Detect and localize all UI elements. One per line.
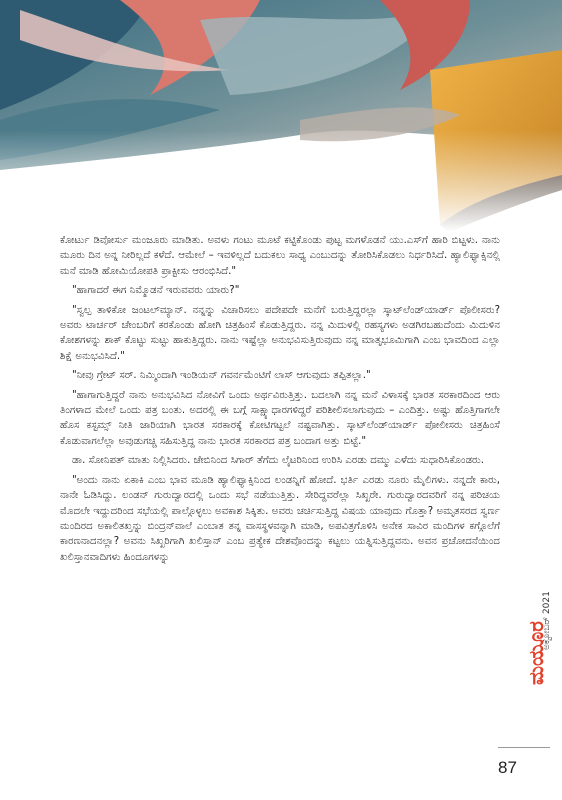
header-illustration xyxy=(0,0,562,232)
paragraph: ಡಾ. ಸೋನಿಪತ್ ಮಾತು ನಿಲ್ಲಿಸಿದರು. ಜೇಬಿನಿಂದ ಸಿಗಾರ್ ತೆಗೆದು ಲೈಟರಿನಿಂದ ಉರಿಸಿ ಎರಡು ದಮ್ಮು ಎಳೆದು ಸುಧಾರಿಸಿಕೊಂಡರು. xyxy=(72,455,484,467)
paragraph: "ಹಾಗಾದರೆ ಈಗ ನಿಮ್ಮೊಡನೆ ಇರುವವರು ಯಾರು?" xyxy=(72,285,240,297)
magazine-name: ಮಯೂರ xyxy=(524,621,548,685)
paragraph: "ನೀವು ಗ್ರೇಟ್ ಸರ್. ನಿಮ್ಮಿಂದಾಗಿ ಇಂಡಿಯನ್ ಗವರ್ನಮೆಂಟಿಗೆ ಲಾಸ್ ಆಗುವುದು ತಪ್ಪಿತಲ್ಲಾ." xyxy=(72,370,371,382)
paragraph: "ಅಂದು ನಾನು ಏಕಾಕಿ ಎಂಬ ಭಾವ ಮೂಡಿ ಹ್ಯಾಲಿಫ್ಯಾಕ್ಸಿನಿಂದ ಲಂಡನ್ನಿಗೆ ಹೋದೆ. ಭರ್ತಿ ಎರಡು ನೂರು ಮೈಲಿಗಳು. ನನ್ನದೇ ಕಾರು, ನಾನೇ ಓಡಿಸಿದ್ದು. ಲಂಡನ್ ಗುರುದ್ವಾರದಲ್ಲಿ ಒಂದು ಸಭೆ ನಡೆಯುತ್ತಿತ್ತು. ಸೇರಿದ್ದವರೆಲ್ಲಾ ಸಿಖ್ಖರೇ. ಗುರುದ್ವಾರದವರಿಗೆ ನನ್ನ ಪರಿಚಯ ಮೊದಲೇ ಇದ್ದುದರಿಂದ ಸಭೆಯಲ್ಲಿ ಪಾಲ್ಗೊಳ್ಳಲು ಅವಕಾಶ ಸಿಕ್ಕಿತು. ಅವರು ಚರ್ಚಿಸುತ್ತಿದ್ದ ವಿಷಯ ಯಾವುದು ಗೊತ್ತಾ? ಅಮೃತಸರದ ಸ್ವರ್ಣ ಮಂದಿರದ ಅಕಾಲಿತಖ್ತನ್ನು ಬಿಂದ್ರನ್‌ವಾಲೆ ಎಂಬಾತ ತನ್ನ ವಾಸಸ್ಥಳವನ್ನಾಗಿ ಮಾಡಿ, ಅಪವಿತ್ರಗೊಳಿಸಿ ಅನೇಕ ಸಾವಿರ ಮಂದಿಗಳ ಕಗ್ಗೊಲೆಗೆ ಕಾರಣನಾದನಲ್ಲಾ? ಅವನು ಸಿಖ್ಖರಿಗಾಗಿ ಖಲಿಸ್ತಾನ್ ಎಂಬ ಪ್ರತ್ಯೇಕ ದೇಶವೊಂದನ್ನು ಕಟ್ಟಲು ಯತ್ನಿಸುತ್ತಿದ್ದವನು. ಅವನ ಪ್ರಚೋದನೆಯಿಂದ ಖಲಿಸ್ತಾನವಾದಿಗಳು ಹಿಂದೂಗಳನ್ನು xyxy=(60,474,500,563)
magazine-sidebar xyxy=(524,590,552,725)
paragraph: ಕೋರ್ಟು ಡಿವೋರ್ಸು ಮಂಜೂರು ಮಾಡಿತು. ಅವಳು ಗಂಟು ಮೂಟೆ ಕಟ್ಟಿಕೊಂಡು ಪುಟ್ಟ ಮಗಳೊಡನೆ ಯು.ಎಸ್‌ಗೆ ಹಾರಿ ಬಿಟ್ಟಳು. ನಾನು ಮೂರು ದಿನ ಅನ್ನ ನೀರಿಲ್ಲದೆ ಕಳೆದೆ. ಆಮೇಲೆ – ಇವಳಿಲ್ಲದೆ ಬದುಕಲು ಸಾಧ್ಯ ಎಂಬುದನ್ನು ತೋರಿಸಿಕೊಡಲು ನಿರ್ಧರಿಸಿದೆ. ಹ್ಯಾಲಿಫ್ಯಾಕ್ಸಿನಲ್ಲಿ ಮನೆ ಮಾಡಿ ಹೋಮಿಯೋಪತಿ ಪ್ರಾಕ್ಟೀಸು ಆರಂಭಿಸಿದೆ." xyxy=(60,235,500,277)
article-body xyxy=(60,233,500,569)
paragraph: "ಸ್ವಲ್ಪ ತಾಳಿಕೋ ಜಂಟಲ್‌ಮ್ಯಾನ್. ನನ್ನನ್ನು ವಿಚಾರಿಸಲು ಪದೇಪದೇ ಮನೆಗೆ ಬರುತ್ತಿದ್ದರಲ್ಲಾ ಸ್ಕಾಟ್‌ಲೆಂಡ್‌ಯಾರ್ಡ್ ಪೊಲೀಸರು? ಅವರು ಟಾರ್ಚರ್ ಚೇಂಬರಿಗೆ ಕರಕೊಂಡು ಹೋಗಿ ಚಿತ್ರಹಿಂಸೆ ಕೊಡುತ್ತಿದ್ದರು. ನನ್ನ ಮಿದುಳಲ್ಲಿ ರಹಸ್ಯಗಳು ಅಡಗಿರಬಹುದೆಂದು ಮಿದುಳಿನ ಕೋಶಗಳನ್ನು ಶಾಕ್ ಕೊಟ್ಟು ಸುಟ್ಟು ಹಾಕುತ್ತಿದ್ದರು. ನಾನು ಇಷ್ಟೆಲ್ಲಾ ಅನುಭವಿಸುತ್ತಿರುವುದು ನನ್ನ ಮಾತೃಭೂಮಿಗಾಗಿ ಎಂಬ ಭಾವದಿಂದ ಎಲ್ಲಾ ಶಿಕ್ಷೆ ಅನುಭವಿಸಿದೆ." xyxy=(60,304,500,362)
page-number: 87 xyxy=(498,758,517,777)
page-number-rule xyxy=(498,747,550,748)
issue-date: ಅಕ್ಟೋಬರ್ 2021 xyxy=(542,591,552,650)
paragraph: "ಹಾಗಾಗುತ್ತಿದ್ದರೆ ನಾನು ಅನುಭವಿಸಿದ ನೋವಿಗೆ ಒಂದು ಅರ್ಥವಿರುತ್ತಿತ್ತು. ಬದಲಾಗಿ ನನ್ನ ಮನೆ ವಿಳಾಸಕ್ಕೆ ಭಾರತ ಸರಕಾರದಿಂದ ಆರು ತಿಂಗಳಾದ ಮೇಲೆ ಒಂದು ಪತ್ರ ಬಂತು. ಅದರಲ್ಲಿ ಈ ಬಗ್ಗೆ ಸಾಕ್ಷ್ಯಾಧಾರಗಳಿದ್ದರೆ ಪರಿಶೀಲಿಸಲಾಗುವುದು – ಎಂದಿತ್ತು. ಅಷ್ಟು ಹೊತ್ತಿಗಾಗಲೇ ಹೊಸ ಕಸ್ಟಮ್ಸ್ ನೀತಿ ಜಾರಿಯಾಗಿ ಭಾರತ ಸರಕಾರಕ್ಕೆ ಕೋಟಿಗಟ್ಟಲೆ ನಷ್ಟವಾಗಿತ್ತು. ಸ್ಕಾಟ್‌ಲೆಂಡ್‌ಯಾರ್ಡ್ ಪೋಲೀಸರು ಚಿತ್ರಹಿಂಸೆ ಕೊಡುವಾಗಲೆಲ್ಲಾ ಅವುಡುಗಚ್ಚಿ ಸಹಿಸುತ್ತಿದ್ದ ನಾನು ಭಾರತ ಸರಕಾರದ ಪತ್ರ ಬಂದಾಗ ಅತ್ತು ಬಿಟ್ಟೆ." xyxy=(60,389,500,447)
